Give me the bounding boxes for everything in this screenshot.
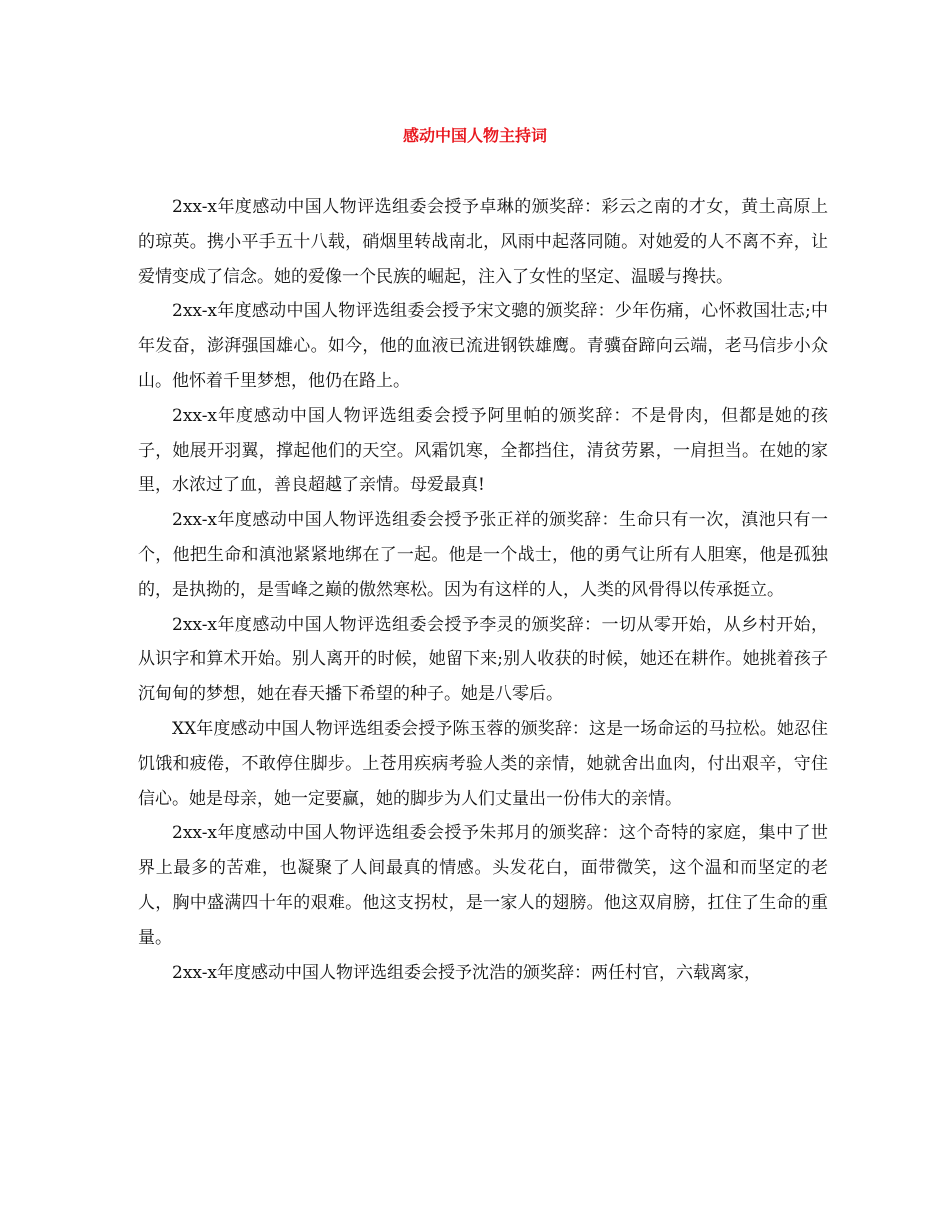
document-title: 感动中国人物主持词: [402, 126, 547, 145]
paragraph: 2xx-x年度感动中国人物评选组委会授予沈浩的颁奖辞：两任村官，六载离家，: [172, 962, 762, 983]
paragraph: 2xx-x年度感动中国人物评选组委会授予张正祥的颁奖辞：生命只有一次，滇池只有一个，他把生命和滇池紧紧地绑在了一起。他是一个战士，他的勇气让所有人胆寒，他是孤独的，是执拗的，是雪峰之巅的傲然寒松。因为有这样的人，人类的风骨得以传承挺立。: [138, 510, 828, 600]
paragraph: 2xx-x年度感动中国人物评选组委会授予李灵的颁奖辞：一切从零开始，从乡村开始，从识字和算术开始。别人离开的时候，她留下来;别人收获的时候，她还在耕作。她挑着孩子沉甸甸的梦想，她在春天播下希望的种子。她是八零后。: [138, 614, 828, 705]
paragraph: XX年度感动中国人物评选组委会授予陈玉蓉的颁奖辞：这是一场命运的马拉松。她忍住饥饿和疲倦，不敢停住脚步。上苍用疾病考验人类的亲情，她就舍出血肉，付出艰辛，守住信心。她是母亲，她一定要赢，她的脚步为人们丈量出一份伟大的亲情。: [138, 718, 828, 809]
document-body: [138, 190, 828, 990]
paragraph: 2xx-x年度感动中国人物评选组委会授予阿里帕的颁奖辞：不是骨肉，但都是她的孩子，她展开羽翼，撑起他们的天空。风霜饥寒，全都挡住，清贫劳累，一肩担当。在她的家里，水浓过了血，善良超越了亲情。母爱最真!: [138, 405, 828, 496]
paragraph: 2xx-x年度感动中国人物评选组委会授予卓琳的颁奖辞：彩云之南的才女，黄土高原上的琼英。携小平手五十八载，硝烟里转战南北，风雨中起落同随。对她爱的人不离不弃，让爱情变成了信念。她的爱像一个民族的崛起，注入了女性的坚定、温暖与搀扶。: [138, 197, 828, 287]
paragraph: 2xx-x年度感动中国人物评选组委会授予朱邦月的颁奖辞：这个奇特的家庭，集中了世界上最多的苦难，也凝聚了人间最真的情感。头发花白，面带微笑，这个温和而坚定的老人，胸中盛满四十年的艰难。他这支拐杖，是一家人的翅膀。他这双肩膀，扛住了生命的重量。: [138, 823, 828, 948]
paragraph: 2xx-x年度感动中国人物评选组委会授予宋文骢的颁奖辞：少年伤痛，心怀救国壮志;中年发奋，澎湃强国雄心。如今，他的血液已流进钢铁雄鹰。青骥奋蹄向云端，老马信步小众山。他怀着千里梦想，他仍在路上。: [138, 301, 828, 391]
